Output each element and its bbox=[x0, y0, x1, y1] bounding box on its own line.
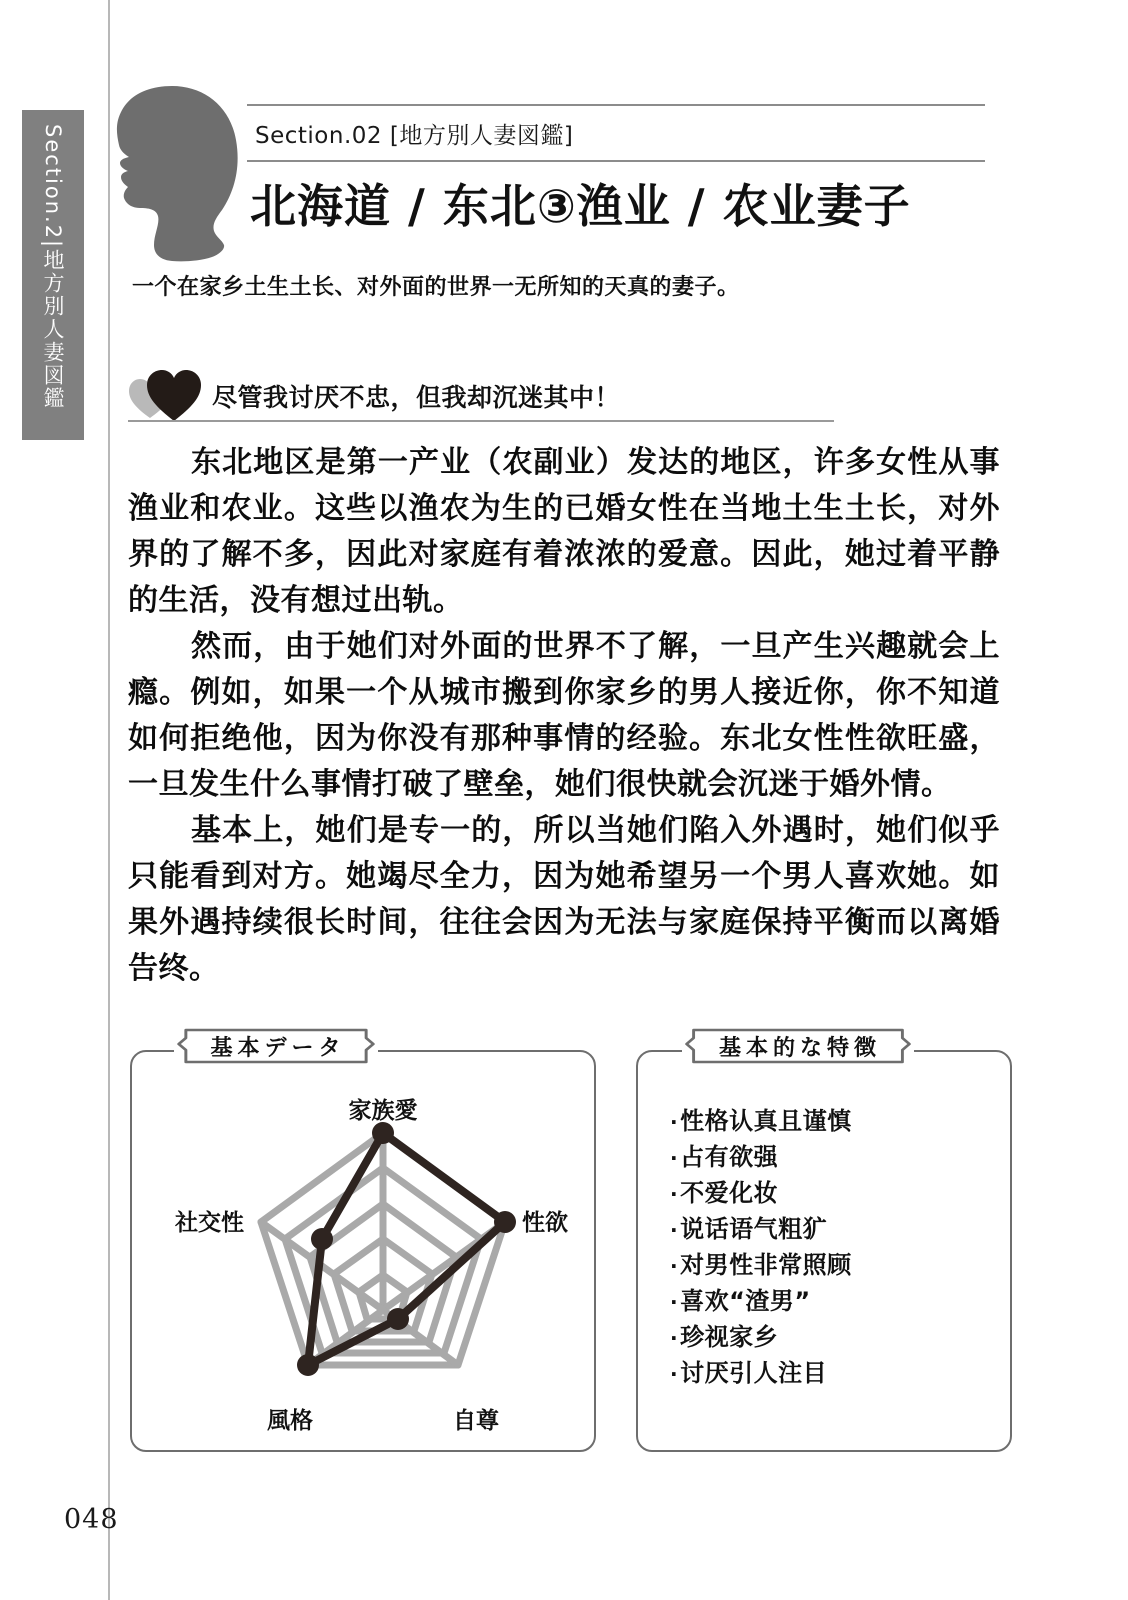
bullet-icon: · bbox=[670, 1290, 679, 1314]
basic-data-radar-chart bbox=[130, 1050, 592, 1448]
bullet-icon: · bbox=[670, 1110, 679, 1134]
catchphrase-rule bbox=[128, 420, 834, 422]
woman-head-silhouette-icon bbox=[112, 84, 240, 264]
section-side-tab bbox=[22, 110, 84, 440]
body-text bbox=[128, 440, 1000, 992]
feature-badge-label: 基本的な特徴 bbox=[718, 1035, 881, 1061]
feature-item-label: 喜欢“渣男” bbox=[680, 1287, 811, 1315]
bullet-icon: · bbox=[670, 1146, 679, 1170]
feature-list-item bbox=[670, 1284, 852, 1320]
radar-label-bottom-right: 自尊 bbox=[453, 1408, 499, 1434]
feature-list bbox=[670, 1104, 852, 1392]
catchphrase-block bbox=[128, 368, 834, 428]
body-paragraph: 基本上，她们是专一的，所以当她们陷入外遇时，她们似乎只能看到对方。她竭尽全力，因为她希望另一个男人喜欢她。如果外遇持续很长时间，往往会因为无法与家庭保持平衡而以离婚告终。 bbox=[128, 813, 1000, 986]
bullet-icon: · bbox=[670, 1182, 679, 1206]
bullet-icon: · bbox=[670, 1362, 679, 1386]
catchphrase-text: 尽管我讨厌不忠，但我却沉迷其中！ bbox=[212, 383, 621, 412]
feature-item-label: 不爱化妆 bbox=[680, 1179, 779, 1207]
page-subtitle: 一个在家乡土生土长、对外面的世界一无所知的天真的妻子。 bbox=[132, 275, 740, 300]
bullet-icon: · bbox=[670, 1254, 679, 1278]
bullet-icon: · bbox=[670, 1218, 679, 1242]
header-rule-bottom bbox=[247, 160, 985, 162]
body-paragraph: 然而，由于她们对外面的世界不了解，一旦产生兴趣就会上瘾。例如，如果一个从城市搬到你家乡的男人接近你，你不知道如何拒绝他，因为你没有那种事情的经验。东北女性性欲旺盛，一旦发生什么事情打破了壁垒，她们很快就会沉迷于婚外情。 bbox=[128, 629, 1000, 802]
page-number: 048 bbox=[64, 1504, 119, 1535]
feature-item-label: 性格认真且谨慎 bbox=[680, 1107, 852, 1135]
radar-label-right: 性欲 bbox=[522, 1210, 568, 1236]
double-heart-icon bbox=[128, 370, 202, 422]
basic-data-badge bbox=[174, 1026, 378, 1066]
feature-item-label: 占有欲强 bbox=[680, 1143, 779, 1171]
feature-list-item bbox=[670, 1320, 852, 1356]
bullet-icon: · bbox=[670, 1326, 679, 1350]
feature-list-item bbox=[670, 1140, 852, 1176]
feature-list-item bbox=[670, 1176, 852, 1212]
feature-list-item bbox=[670, 1104, 852, 1140]
page-header bbox=[247, 104, 985, 162]
feature-item-label: 说话语气粗犷 bbox=[680, 1215, 828, 1243]
side-tab-separator: | bbox=[41, 240, 65, 250]
feature-item-label: 对男性非常照顾 bbox=[680, 1251, 852, 1279]
feature-list-item bbox=[670, 1356, 852, 1392]
basic-data-badge-label: 基本データ bbox=[210, 1035, 346, 1061]
page-vertical-rule bbox=[108, 0, 110, 1600]
section-side-tab-label bbox=[20, 110, 86, 410]
side-tab-section-no: Section.2 bbox=[41, 124, 65, 241]
feature-item-label: 讨厌引人注目 bbox=[680, 1359, 828, 1387]
feature-item-label: 珍视家乡 bbox=[680, 1323, 779, 1351]
page-title: 北海道 / 东北③渔业 / 农业妻子 bbox=[250, 179, 911, 233]
radar-label-top: 家族愛 bbox=[348, 1098, 418, 1124]
body-paragraph: 东北地区是第一产业（农副业）发达的地区，许多女性从事渔业和农业。这些以渔农为生的已婚女性在当地土生土长，对外界的了解不多，因此对家庭有着浓浓的爱意。因此，她过着平静的生活，没有想过出轨。 bbox=[128, 445, 1000, 618]
section-label: Section.02 [地方別人妻図鑑] bbox=[255, 123, 574, 149]
feature-list-item bbox=[670, 1248, 852, 1284]
radar-label-bottom-left: 風格 bbox=[267, 1408, 313, 1434]
radar-label-left: 社交性 bbox=[175, 1210, 244, 1236]
radar-data-points bbox=[297, 1122, 516, 1376]
feature-list-item bbox=[670, 1212, 852, 1248]
feature-badge bbox=[682, 1026, 914, 1066]
side-tab-section-name: 地方別人妻図鑑 bbox=[41, 249, 65, 411]
